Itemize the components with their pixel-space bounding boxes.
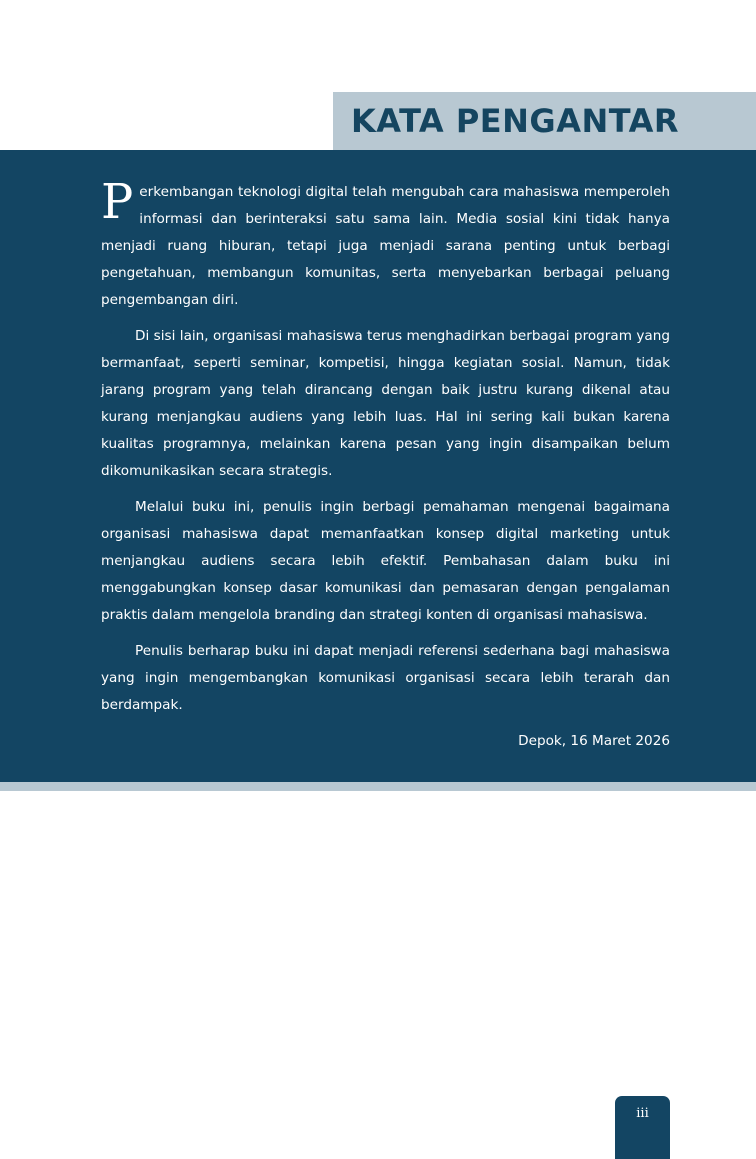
paragraph-1 xyxy=(101,174,670,314)
place-date-signature: Depok, 16 Maret 2026 xyxy=(518,733,670,749)
page-number: iii xyxy=(636,1106,649,1121)
paragraph-1-text: erkembangan teknologi digital telah mengubah cara mahasiswa memperoleh informasi dan berinteraksi satu sama lain. Media sosial kini tidak hanya menjadi ruang hiburan, tetapi juga menjadi sarana penting untuk berbagi pengetahuan, membangun komunitas, serta menyebarkan berbagai peluang pengembangan diri. xyxy=(101,184,670,308)
title-band xyxy=(333,92,756,150)
drop-cap: P xyxy=(101,174,134,230)
paragraph-3: Melalui buku ini, penulis ingin berbagi pemahaman mengenai bagaimana organisasi mahasiswa dapat memanfaatkan konsep digital marketing untuk menjangkau audiens secara lebih efektif. Pembahasan dalam buku ini menggabungkan konsep dasar komunikasi dan pemasaran dengan pengalaman praktis dalam mengelola branding dan strategi konten di organisasi mahasiswa. xyxy=(101,499,670,623)
paragraph-4: Penulis berharap buku ini dapat menjadi referensi sederhana bagi mahasiswa yang ingin mengembangkan komunikasi organisasi secara lebih terarah dan berdampak. xyxy=(101,643,670,713)
panel-bottom-strip xyxy=(0,782,756,791)
preface-body xyxy=(101,174,670,755)
page-number-tab xyxy=(615,1096,670,1159)
paragraph-2: Di sisi lain, organisasi mahasiswa terus menghadirkan berbagai program yang bermanfaat, seperti seminar, kompetisi, hingga kegiatan sosial. Namun, tidak jarang program yang telah dirancang dengan baik justru kurang dikenal atau kurang menjangkau audiens yang lebih luas. Hal ini sering kali bukan karena kualitas programnya, melainkan karena pesan yang ingin disampaikan belum dikomunikasikan secara strategis. xyxy=(101,328,670,479)
page-title: KATA PENGANTAR xyxy=(351,102,679,140)
